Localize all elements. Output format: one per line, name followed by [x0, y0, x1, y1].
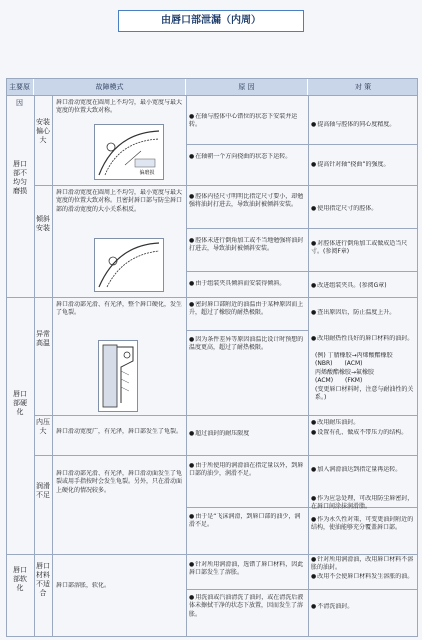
measure-internal-pressure-2: ● 设置有孔、做成不带压力的结构。	[311, 429, 415, 437]
sub-label-high-temp: 异常高温	[36, 330, 50, 347]
group-divider-2	[6, 554, 418, 555]
failure-mode-internal-pressure: 唇口滑动宽度广，有光泽，唇口部发生了龟裂。	[56, 428, 183, 435]
measure-poor-lubrication-3: ● 作为永久性对策，可变更油封附近的结构，使油能够充分覆盖唇口部。	[311, 516, 415, 533]
measure-poor-lubrication-2: ● 作为应急处理，可改用防尘唇密封，在唇口间涂抹润滑脂。	[311, 495, 415, 512]
cause-eccentric-1: ● 在轴与腔体中心错位的状态下安装并运转。	[189, 113, 306, 130]
header-countermeasure: 对 策	[308, 79, 418, 95]
seal-section-icon	[99, 341, 137, 411]
page-title: 由唇口部泄漏（内周）	[118, 10, 304, 32]
cause-tilted-3: ● 由于组装夹具倾斜而安装得倾斜。	[189, 280, 306, 288]
seal-wear-illustration-tilted	[94, 238, 164, 292]
table-right-border	[417, 78, 418, 636]
cause-tilted-1: ● 腔体内径尺寸明明比指定尺寸要小，却勉强将油封打进去，导致油封被倾斜安装。	[189, 193, 306, 210]
cause-internal-pressure-1: ● 超过油封的耐压限度	[189, 430, 306, 438]
header-failure-mode: 故障模式	[34, 79, 186, 95]
material-change-example: (例) 丁腈橡胶→丙烯酸酯橡胶 (NBR) (ACM) 丙烯酸酯橡胶→氟橡胶 (ACM) (FKM) (变更唇口材料时，注意与耐油性的关系。)	[315, 352, 414, 402]
measure-eccentric-1: ● 提高轴与腔体的同心度精度。	[311, 121, 415, 129]
cause-high-temp-2: ● 因为条件差异等原因油温比设计时预想的温度更高，超过了耐热极限。	[189, 336, 306, 353]
sub-label-unsuitable-material: 唇口材料不适合	[36, 562, 50, 597]
group-label-uneven-wear: 唇口部不均匀磨损	[13, 160, 27, 195]
cause-divider-2b	[186, 271, 418, 272]
cause-unsuitable-material-1: ● 针对所用润滑油，选错了唇口材料，因此唇口部发生了溶胀。	[189, 561, 306, 578]
table-top-border	[6, 78, 418, 79]
cause-high-temp-1: ● 密封唇口部附近的油温由于某种原因而上升，超过了橡胶的耐热极限。	[189, 301, 306, 318]
measure-eccentric-2: ● 提高针对轴“挠曲”的强度。	[311, 161, 415, 169]
header-cause: 原 因	[186, 79, 308, 95]
cause-unsuitable-material-2: ● 用洗油或汽油清洗了油封，或在清洗后液体未擦拭干净的状态下放置，因而发生了溶胀。	[189, 594, 306, 619]
measure-high-temp-2: ● 改用耐热性良好的唇口材料的油封。	[311, 335, 415, 343]
cause-eccentric-2: ● 在轴朝一个方向挠曲的状态下运转。	[189, 153, 306, 161]
failure-mode-poor-lubrication: 唇口滑动部光滑、有光泽，唇口滑动面发生了龟裂或用手指按时会发生龟裂。另外，只在滑动面上硬化的情况较多。	[56, 470, 183, 494]
table-header-border	[6, 95, 418, 96]
cause-poor-lubrication-2: ● 由于是“飞沫润滑，到唇口部的油少，润滑不足。	[189, 513, 306, 530]
sub-label-internal-pressure: 内压大	[36, 418, 50, 435]
sub-label-poor-lubrication: 润滑不足	[36, 482, 50, 499]
cause-poor-lubrication-1: ● 由于所使用的润滑油在指定量以外，到唇口部的油少，润滑不足。	[189, 462, 306, 479]
cause-divider-3a	[186, 330, 308, 331]
row-divider-4	[34, 455, 418, 456]
measure-internal-pressure-1: ● 改用耐压油封。	[311, 419, 415, 427]
table-bottom-border	[6, 636, 418, 637]
measure-unsuitable-material-3: ● 不清洗油封。	[311, 603, 415, 611]
measure-tilted-2: ● 对腔体进行倒角加工或做成适当尺寸。(参阅F章)	[311, 240, 415, 257]
failure-mode-high-temp: 唇口滑动部光滑、有光泽，整个唇口硬化，发生了龟裂。	[56, 301, 183, 317]
failure-mode-tilted: 唇口滑动宽度在圆周上不均匀，最小宽度与最大宽度的位置大致对称。且密封唇口部与防尘唇口部的滑动宽度的大小关系相反。	[56, 189, 183, 213]
sub-label-tilted: 倾斜安装	[36, 215, 50, 232]
cause-divider-6a	[186, 589, 418, 590]
cause-divider-1a	[186, 144, 418, 145]
measure-high-temp-1: ● 查出原因后，防止温度上升。	[311, 309, 415, 317]
seal-tilted-icon	[95, 239, 163, 291]
group-divider-1	[6, 297, 418, 298]
measure-poor-lubrication-1: ● 加入润滑油达到指定量再运转。	[311, 466, 415, 474]
illustration-label-uneven-wear: 偏磨损	[139, 170, 155, 176]
failure-mode-eccentric: 唇口滑动宽度在圆周上不均匀，最小宽度与最大宽度的位置大致对称。	[56, 99, 183, 115]
table-left-border	[6, 78, 7, 636]
measure-unsuitable-material-2: ● 改用不会使唇口材料发生溶胀的油。	[311, 573, 415, 581]
cause-divider-2a	[186, 228, 418, 229]
cause-tilted-2: ● 腔体未进行倒角加工或不当地勉强将油封打进去，导致油封被倾斜安装。	[189, 237, 306, 254]
row-divider-3	[34, 415, 418, 416]
sub-label-eccentric: 安装偏心大	[36, 118, 50, 144]
header-main-cause: 主要原因	[6, 79, 34, 95]
group-label-hardening: 唇口部硬化	[13, 390, 27, 416]
seal-hardening-illustration	[98, 340, 138, 412]
group-label-softening: 唇口部软化	[13, 566, 27, 592]
measure-tilted-1: ● 使用指定尺寸的腔体。	[311, 205, 415, 213]
measure-tilted-3: ● 改进组装夹具。(参阅G章)	[311, 282, 415, 290]
failure-mode-unsuitable-material: 唇口部溶胀，软化。	[56, 582, 111, 589]
measure-unsuitable-material-1: ● 针对所用润滑油，改用唇口材料不溶胀的油封。	[311, 556, 415, 573]
row-divider-1	[34, 185, 418, 186]
